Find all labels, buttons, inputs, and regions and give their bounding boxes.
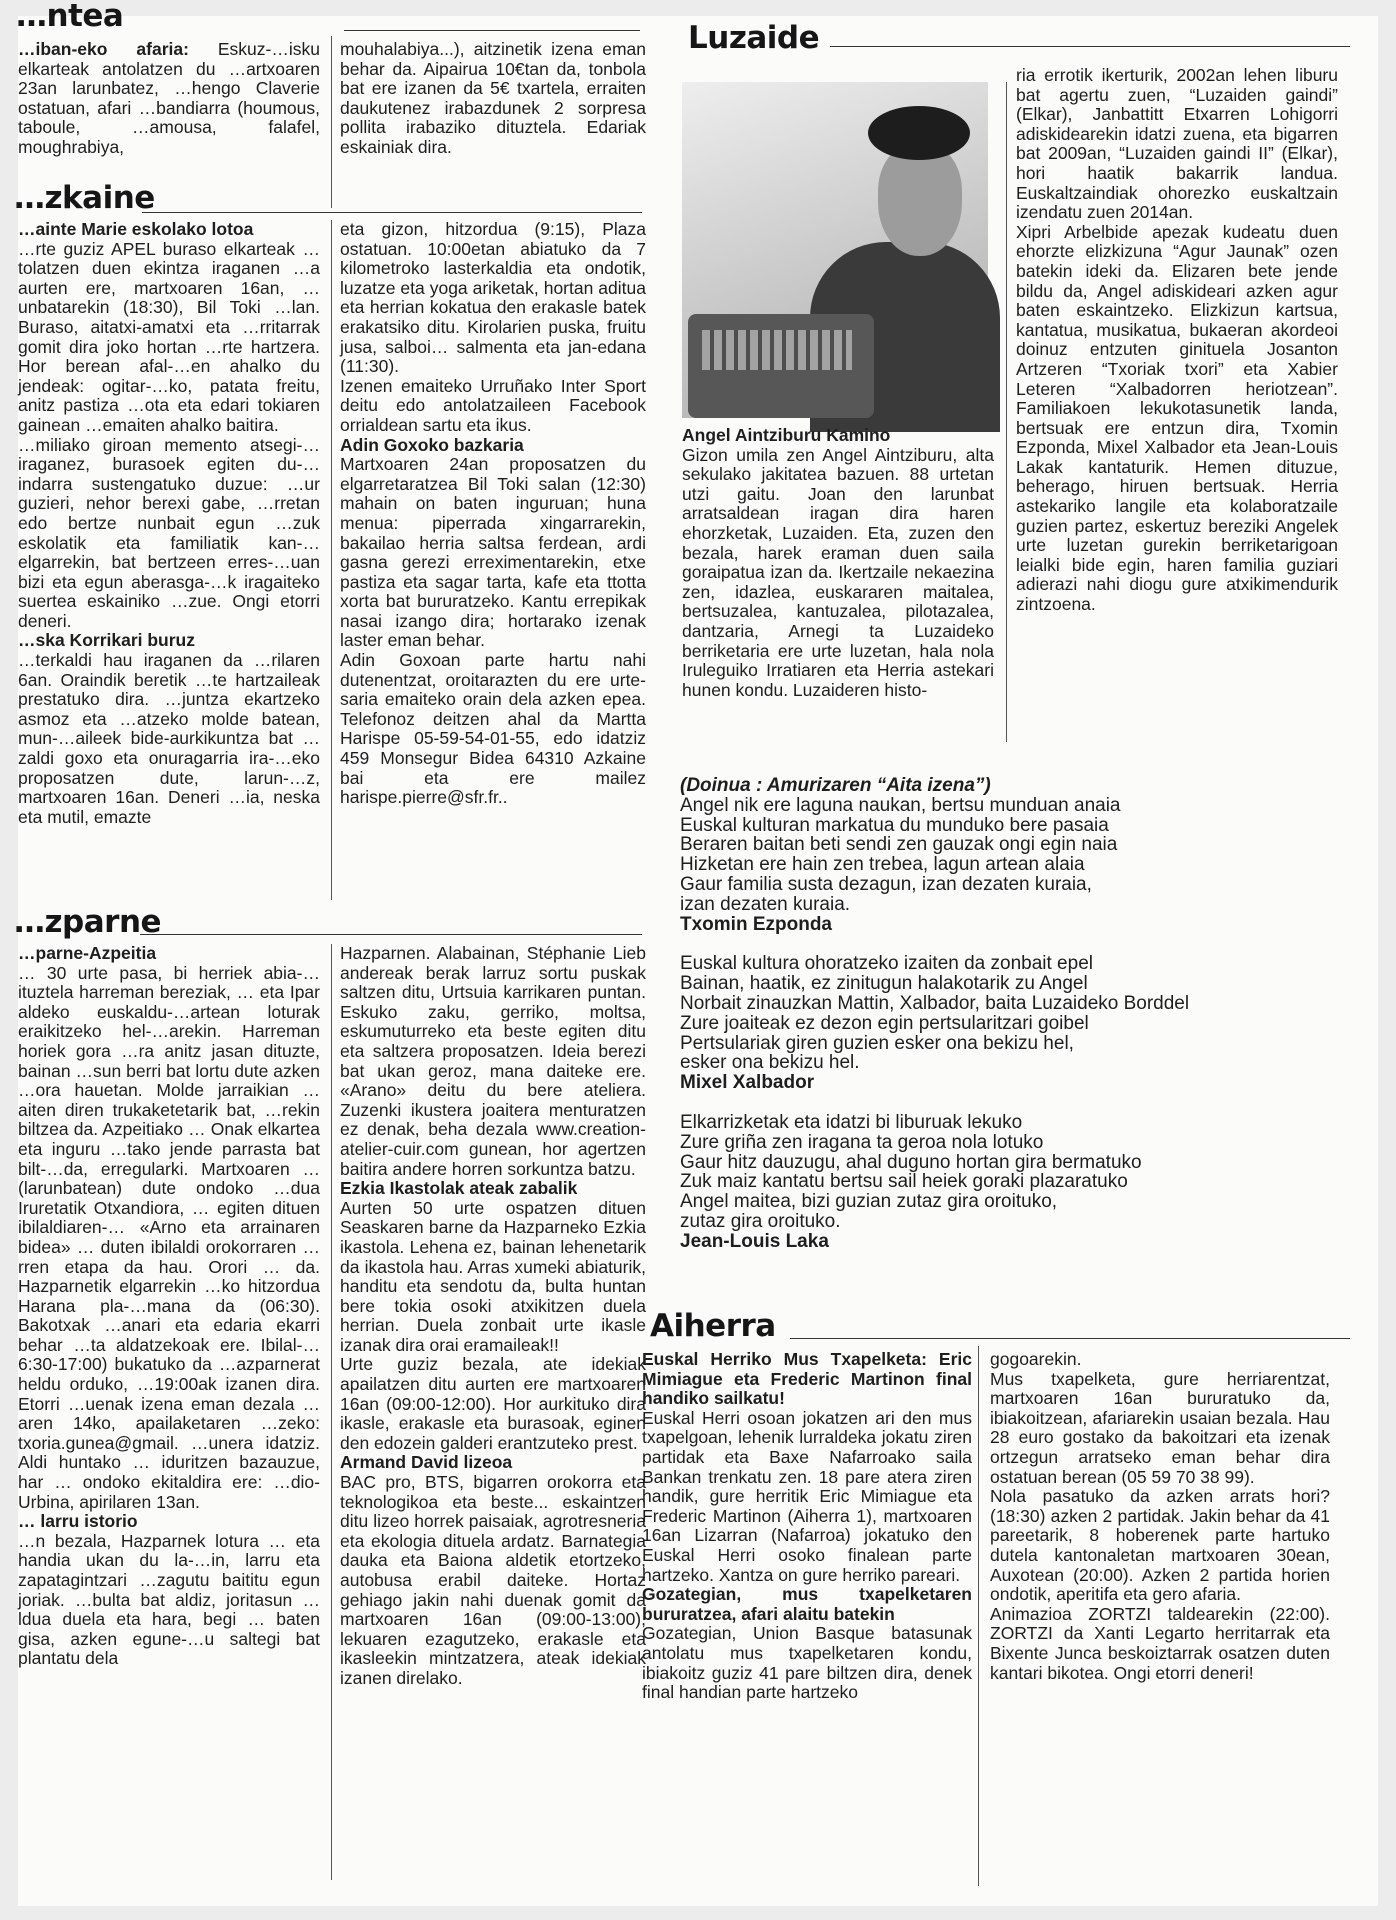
article-text: …rte guziz APEL buraso elkarteak …tolatzen duen ekintza iraganen …a aurten ere, martxoaren 16an, …unbatarekin (18:30), Bil Toki …lan. Buraso, aitatxi-amatxi eta …rritarrak gomit dira joko hortan …rte hartzera. Hor berean afal-…en ahalko du jendeak: ogitar-…ko, patata freitu, anitz pastiza …ota eta edari tokiaren gainean …emaiten ahalko baitira.	[18, 238, 320, 435]
article-text: Aurten 50 urte ospatzen dituen Seaskaren barne da Hazparneko Ezkia ikastola. Lehena ez, bainan lehenetarik da ikastola hau. Arras xumeki abiaturik, handitu eta sendotu da, bulta huntan bere tokia osoki atxikitzen duela herrian. Duela zonbait urte ikasle izanak dira orai eramaileak!!	[340, 1197, 646, 1355]
article-heading: …ska Korrikari buruz	[18, 630, 195, 651]
article-text: Adin Goxoan parte hartu nahi dutenentzat, oroitarazten du ere urte-saria emaiteko orain dela azken epea. Telefonoz deitzen ahal da Martta Harispe 05-59-54-01-55, edo idatziz 459 Monsegur Bidea 64310 Azkaine bai eta ere mailez harispe.pierre@sfr.fr..	[340, 650, 646, 808]
section-rule	[790, 1338, 1350, 1339]
article-heading: Gozategian, mus txapelketaren bururatzea, afari alaitu batekin	[642, 1584, 972, 1624]
section-heading-luzaide: Luzaide	[688, 20, 820, 56]
poem-line: Bainan, haatik, ez zinitugun halakotarik zu Angel	[680, 973, 1088, 995]
article-column	[1016, 66, 1338, 758]
article-text: eta gizon, hitzordua (9:15), Plaza ostatuan. 10:00etan abiatuko da 7 kilometroko lasterkaldia eta ondotik, luzatze eta yoga ariketak, hortan aditua eta herrian kokatua den erakasle batek erakatsiko ditu. Kirolarien puska, fruitu jusa, salboi… salmenta eta jan-edana (11:30).	[340, 219, 646, 377]
poem-line: Beraren baitan beti sendi zen gauzak ongi egin naia	[680, 834, 1118, 856]
article-text: Martxoaren 24an proposatzen du elgarretaratzea Bil Toki salan (12:30) mahain on baten inguruan; huna menua: piperrada xingarrarekin, bakailao herria saltsa ferdean, ardi gasna gerezi erreximentarekin, etxe pastiza eta sagar tarta, kafe eta ttotta xorta bat bururatzeko. Kantu errepikak nasai izango dira; hortarako izenak laster eman behar.	[340, 454, 646, 651]
article-column	[340, 40, 646, 190]
article-column	[340, 220, 646, 900]
article-text: gogoarekin.	[990, 1349, 1082, 1369]
column-separator	[331, 220, 332, 900]
article-text: ria errotik ikerturik, 2002an lehen liburu bat agertu zuen, “Luzaiden gaindi” (Elkar), Janbattitt Etxarren Lohigorri adiskidearekin idatzi zuena, eta bigarren bat 2009an, “Luzaiden gaindi II” (Elkar), hori haatik bakarrik landua. Euskaltzaindiak ohorezko euskaltzain izendatu zuen 2014an.	[1016, 65, 1338, 223]
article-text: Xipri Arbelbide apezak kudeatu duen ehorzte elizkizuna “Agur Jaunak” ozen batekin ideki da. Elizaren bete jende bildu da, Angel adiskideari azken agur baten eskaintzeko. Elizkizun kartsua, kantatua, musikatua, bukaeran akordeoi doinuz entzuten ginituela Josanton Artzeren “Txoriak txori” eta Xabier Leteren “Xalbadorren heriotzean”. Familiakoen lekukotasunetik landa, bertsuak ere entzun dira, Txomin Ezponda, Mixel Xalbador eta Jean-Louis Lakak kantaturik. Hemen dituzue, beherago, hiruen bertsuak. Herria astekariko langile eta kolaboratzaile guzien partez, eskertuz bereziki Angelek urte luzetan gurekin berriketarigoan leialki bide egin, haren familia guziari adierazi nahi diogu gure atxikimendurik zintzoena.	[1016, 221, 1338, 615]
article-heading: Angel Aintziburu Kamino	[682, 425, 891, 445]
article-column	[18, 944, 320, 1884]
article-column	[18, 220, 320, 900]
poem-line: Zure griña zen iragana ta geroa nola lotuko	[680, 1131, 1044, 1153]
article-column	[682, 426, 994, 758]
article-heading: Adin Goxoko bazkaria	[340, 434, 524, 455]
article-text: …terkaldi hau iraganen da …rilaren 6an. Oraindik beretik …te hartzaileak prestatuko dira. …juntza ekartzeko asmoz eta …atzeko molde batean, mun-…aileek bide-aurkikuntza bat …zaldi goxo eta onuragarria ira-…eko proposatzen dute, larun-…z, martxoaren 16an. Deneri …ia, neska eta mutil, emazte	[18, 650, 320, 827]
poem-line: Hizketan ere hain zen trebea, lagun artean alaia	[680, 854, 1085, 876]
poem-author: Jean-Louis Laka	[680, 1230, 829, 1252]
article-text: BAC pro, BTS, bigarren orokorra eta teknologikoa eta beste... eskaintzen ditu lizeo horrek paisaiak, agrotresneria eta ekologia dituela ardatz. Barnategia dauka eta Baiona aldetik etortzeko, autobusa erabil daiteke. Hortaz gehiago jakin nahi duenak gomit da martxoaren 16an (09:00-13:00), lekuaren ezagutzeko, erakasle eta ikasleekin mintzatzera, ateak idekiak izanen direlako.	[340, 1472, 646, 1688]
poem-line: izan dezaten kuraia.	[680, 893, 851, 915]
poem-line: zutaz gira oroituko.	[680, 1210, 841, 1232]
section-rule	[142, 212, 642, 213]
poem-line: Zuk maiz kantatu bertsu sail heiek goraki plazaratuko	[680, 1171, 1128, 1193]
article-heading: Armand David lizeoa	[340, 1452, 513, 1473]
article-text: …miliako giroan memento atsegi-… iraganez, burasoek egiten du-… indarra sustengatuko duzue: …ur guzieri, nehor berexi gabe, …rretan edo bertze nunbait egun …zuk eskolatik eta familiatik kan-… elgarrekin, bat bertzeen erres-…uan bizi eta egun aberasga-…k iragaiteko suertea eskainiko …zue. Ongi etorri deneri.	[18, 434, 320, 631]
column-separator	[1006, 82, 1007, 742]
poem-line: Angel nik ere laguna naukan, bertsu munduan anaia	[680, 794, 1121, 816]
portrait-photo	[682, 82, 988, 418]
section-rule	[830, 46, 1350, 47]
poem-line: Gaur hitz dauzugu, ahal duguno hortan gira bermatuko	[680, 1151, 1142, 1173]
section-heading-azkaine: …zkaine	[14, 180, 155, 216]
poem-line: Pertsulariak giren guzien esker ona bekizu hel,	[680, 1032, 1074, 1054]
section-heading-hazparne: …zparne	[14, 904, 162, 940]
article-text: …n bezala, Hazparnek lotura … eta handia ukan du la-…in, larru eta zapatagintzari …zagutu baititu egun joriak. …bulta bat aldiz, joritasun …ldua duela eta hara, begi … baten gisa, azken egune-…u saltegi bat plantatu dela	[18, 1530, 320, 1669]
section-heading-top: …ntea	[16, 0, 124, 34]
article-column	[990, 1350, 1330, 1886]
poem-line: Zure joaiteak ez dezon egin pertsularitzari goibel	[680, 1012, 1089, 1034]
article-text: Hazparnen. Alabainan, Stéphanie Lieb andereak berak larruz sortu puskak saltzen ditu, Urtsuia karrikaren puntan. Eskuko zaku, gerriko, moltsa, eskumuturreko eta beste egiten ditu eta saltzera proposatzen. Ideia berezi bat ukan geroz, mana daiteke ere. «Arano» deitu du bere ateliera. Zuzenki ikustera joaitera menturatzen ez denak, beha dezala www.creation-atelier-cuir.com gunean, hor agertzen baitira andere horren sorkuntza batzu.	[340, 943, 646, 1179]
article-heading: …ainte Marie eskolako lotoa	[18, 219, 254, 239]
article-text: … 30 urte pasa, bi herriek abia-…ituztela harreman bereziak, … eta Ipar aldeko euskaldu-…artean loturak eraikitzeko hel-…arekin. Harreman horiek gora …ra anitz jasan dituzte, bainan …sun berri bat lortu dute azken …ora hauetan. Molde jarraikian …aiten diren trukaketetarik bat, …rekin biltzea da. Azpeitiako … Onak elkartea eta inguru …tako jende parrasta bat bilt-…da, erregularki. Martxoaren … (larunbatean) dute ondoko …dua Iruretatik Otxandiora, … egiten dituen ibilaldiaren-… «Arno eta arrainaren bidea» … duten ibilaldi orokorraren …rren etapa da hau. Orori … da. Hazparnetik elgarrekin …ko hitzordua Harana pla-…mana da (06:30). Bakotxak …anari eta edaria ekarri behar …ta aldatzekoak ere. Ibilal-…6:30-17:00) bukatuko da …azparnerat heldu orduko, …19:00ak izanen dira. Etorri …uenak izena eman dezala …aren 14ko, apailaketaren …zeko: txoria.gunea@gmail. …unera idatziz. Aldi huntako … iduritzen bazauzue, har … ondoko ekitaldira ere: …dio-Urbina, apirilaren 13an.	[18, 962, 320, 1512]
article-text: Urte guziz bezala, ate idekiak apailatzen ditu aurten ere martxoaren 16an (09:00-12:00). Hor aurkituko dira ikasle, erakasle eta burasoak, eginen den edozein galderi erantzuteko prest.	[340, 1354, 646, 1453]
article-column	[642, 1350, 972, 1886]
article-text: Gizon umila zen Angel Aintziburu, alta sekulako jakitatea bazuen. 88 urtetan utzi gaitu. Joan den larunbat arratsaldean iragan dira haren ehorzketak, Luzaiden. Eta, zuzen den bezala, harek eraman duen saila goraipatua izan da. Ikertzaile nekaezina zen, idazlea, euskararen maitalea, bertsuzalea, kantuzalea, pilotazalea, dantzaria, Arnegi ta Luzaideko berriketaria ere urte luzetan, hala nola Iruleguiko Irratiaren eta Herria astekari hunen kondu. Luzaideren histo-	[682, 444, 994, 700]
article-heading: Euskal Herriko Mus Txapelketa: Eric Mimiague eta Frederic Martinon final handiko sailkatu!	[642, 1349, 972, 1409]
article-heading: …parne-Azpeitia	[18, 943, 157, 963]
section-rule	[344, 30, 640, 31]
article-text: Mus txapelketa, gure herriarentzat, martxoaren 16an bururatuko da, ibiakoitzean, afariarekin usaian bezala. Hau 28 euro gostako da bakoitzari eta izenak ortzegun arratseko eman behar dira ostatuan berean (05 59 70 38 99).	[990, 1368, 1330, 1487]
article-heading: …iban-eko afaria:	[18, 39, 189, 59]
article-column	[340, 944, 646, 1884]
section-heading-aiherra: Aiherra	[650, 1308, 776, 1344]
article-column	[18, 40, 320, 180]
article-text: mouhalabiya...), aitzinetik izena eman behar da. Aipairua 10€tan da, tonbola bat ere izanen da 5€ txartela, erraiten daukutenez irabazdunek 2 sorpresa pollita irabaziko dituztela. Edariak eskainiak dira.	[340, 39, 646, 157]
column-separator	[331, 944, 332, 1880]
poem-line: Angel maitea, bizi guzian zutaz gira oroituko,	[680, 1191, 1058, 1213]
poem-author: Mixel Xalbador	[680, 1072, 815, 1094]
column-separator	[978, 1346, 979, 1886]
article-text: Euskal Herri osoan jokatzen ari den mus txapelgoan, lehenik lurraldeka jokatu ziren partidak eta Baxe Nafarroako saila Bankan trenkatu zen. 18 pare atera ziren handik, gure herritik Eric Mimiague eta Frederic Martinon (Aiherra 1), martxoaren 16an Lizarran (Nafarroa) jokatuko den Euskal Herri osoko finalean parte hartzeko. Xantza on gure herriko pareari.	[642, 1407, 972, 1585]
article-text: Nola pasatuko da azken arrats hori? (18:30) azken 2 partidak. Jakin behar da 41 pareetarik, 8 hoberenek parte hartuko dutela kantonaletan martxoaren 30ean, Auxotean (20:00). Azken 2 partida horien ondotik, aperitifa eta gero afaria.	[990, 1486, 1330, 1605]
poem-block	[680, 776, 1340, 1252]
article-text: Gozategian, Union Basque batasunak antolatu mus txapelketaren kondu, ibiakoitz guziz 41 pare biltzen dira, denek final handian parte hartzeko	[642, 1623, 972, 1703]
article-text: Izenen emaiteko Urruñako Inter Sport deitu edo antolatzaileen Facebook orrialdean sartu eta ikus.	[340, 375, 646, 435]
poem-line: Gaur familia susta dezagun, izan dezaten kuraia,	[680, 873, 1092, 895]
poem-title: (Doinua : Amurizaren “Aita izena”)	[680, 775, 991, 796]
poem-line: Euskal kultura ohoratzeko izaiten da zonbait epel	[680, 953, 1093, 975]
newspaper-page	[14, 0, 1378, 1906]
column-separator	[331, 36, 332, 208]
article-text: Animazioa ZORTZI taldearekin (22:00). ZORTZI da Xanti Legarto herritarrak eta Bixente Junca beskoiztarrak osatzen duten kantari bikotea. Ongi etorri deneri!	[990, 1603, 1330, 1683]
poem-line: Euskal kulturan markatua du munduko bere pasaia	[680, 814, 1109, 836]
section-rule	[140, 934, 642, 935]
article-text: Eskuz-…isku elkarteak antolatzen du …artxoaren 23an larunbatez, …hengo Claverie ostatuan, afari …bandiarra (houmous, taboule, …amousa, falafel, moughrabiya,	[18, 39, 320, 157]
article-heading: … larru istorio	[18, 1511, 138, 1532]
poem-line: esker ona bekizu hel.	[680, 1052, 860, 1074]
poem-line: Norbait zinauzkan Mattin, Xalbador, baita Luzaideko Borddel	[680, 992, 1190, 1014]
poem-author: Txomin Ezponda	[680, 913, 832, 935]
article-heading: Ezkia Ikastolak ateak zabalik	[340, 1178, 578, 1199]
poem-line: Elkarrizketak eta idatzi bi liburuak lekuko	[680, 1111, 1023, 1133]
